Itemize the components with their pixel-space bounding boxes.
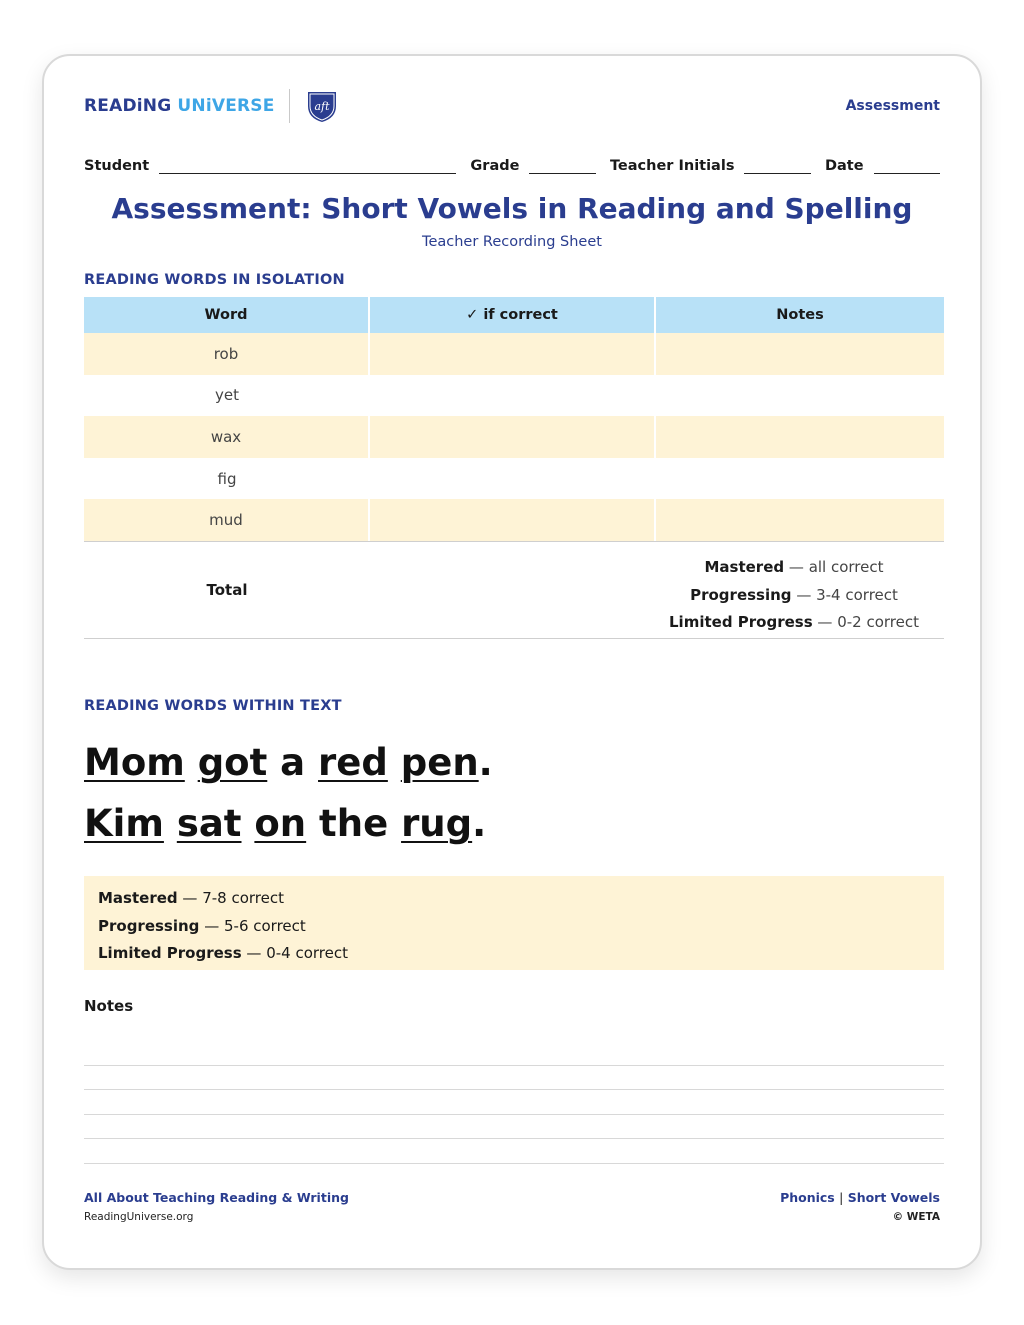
criteria-line bbox=[98, 940, 930, 968]
footer-copyright: © WETA bbox=[892, 1211, 940, 1223]
correct-check-cell[interactable] bbox=[370, 416, 656, 458]
student-info-fields bbox=[84, 152, 940, 174]
aft-shield-icon bbox=[304, 88, 340, 124]
target-word: sat bbox=[176, 802, 242, 845]
date-field[interactable] bbox=[874, 160, 940, 174]
criteria-level: Mastered bbox=[704, 558, 785, 576]
criteria-dash: — bbox=[204, 916, 220, 935]
section-reading-isolation-heading: READING WORDS IN ISOLATION bbox=[84, 272, 345, 288]
reading-universe-logo[interactable] bbox=[84, 88, 340, 124]
notes-cell[interactable] bbox=[656, 416, 944, 458]
table-row bbox=[84, 333, 944, 375]
table-row bbox=[84, 375, 944, 417]
date-label: Date bbox=[824, 158, 864, 174]
section-reading-text-heading: READING WORDS WITHIN TEXT bbox=[84, 698, 342, 714]
column-header-word: Word bbox=[84, 297, 370, 333]
note-line bbox=[84, 1139, 944, 1164]
footer-site-url[interactable]: ReadingUniverse.org bbox=[84, 1211, 194, 1223]
note-line bbox=[84, 1066, 944, 1091]
criteria-level: Limited Progress bbox=[669, 613, 813, 631]
page-header bbox=[84, 86, 940, 126]
footer-breadcrumb bbox=[780, 1190, 940, 1205]
total-label: Total bbox=[206, 581, 248, 599]
target-word: on bbox=[254, 802, 307, 845]
footer-series-link[interactable]: All About Teaching Reading & Writing bbox=[84, 1190, 349, 1205]
criteria-level: Progressing bbox=[98, 916, 200, 935]
criteria-range: all correct bbox=[808, 558, 884, 576]
criteria-range: 0-2 correct bbox=[837, 613, 919, 631]
note-line bbox=[84, 1115, 944, 1140]
criteria-range: 7-8 correct bbox=[202, 889, 284, 907]
criteria-level: Mastered bbox=[98, 889, 178, 907]
plain-word: a bbox=[280, 741, 306, 784]
criteria-line bbox=[664, 582, 924, 610]
criteria-line bbox=[98, 913, 930, 941]
logo-universe-text: UNiVERSE bbox=[177, 96, 275, 116]
isolation-criteria bbox=[664, 554, 924, 637]
criteria-range: 3-4 correct bbox=[816, 585, 898, 604]
table-row bbox=[84, 458, 944, 500]
correct-check-cell[interactable] bbox=[370, 333, 656, 375]
notes-heading: Notes bbox=[84, 997, 134, 1015]
column-header-correct: ✓ if correct bbox=[370, 297, 656, 333]
grade-label: Grade bbox=[470, 158, 520, 174]
reading-sentences bbox=[84, 732, 493, 854]
criteria-line bbox=[664, 554, 924, 582]
criteria-dash: — bbox=[788, 558, 804, 576]
target-word: Kim bbox=[84, 802, 164, 845]
category-label: Assessment bbox=[845, 98, 940, 114]
page-title: Assessment: Short Vowels in Reading and Spelling bbox=[111, 192, 913, 225]
criteria-dash: — bbox=[246, 944, 262, 962]
footer-short-vowels-link[interactable]: Short Vowels bbox=[847, 1190, 940, 1205]
criteria-level: Progressing bbox=[690, 585, 792, 604]
student-label: Student bbox=[84, 158, 150, 174]
teacher-initials-field[interactable] bbox=[744, 160, 810, 174]
criteria-range: 0-4 correct bbox=[266, 944, 348, 962]
correct-check-cell[interactable] bbox=[370, 375, 656, 417]
column-header-notes: Notes bbox=[656, 297, 944, 333]
sentence-period: . bbox=[472, 802, 487, 845]
notes-writing-area[interactable] bbox=[84, 1041, 944, 1164]
word-cell: wax bbox=[84, 416, 370, 458]
note-line bbox=[84, 1090, 944, 1115]
criteria-dash: — bbox=[182, 889, 198, 907]
isolation-words-table bbox=[84, 297, 944, 541]
plain-word: the bbox=[319, 802, 389, 845]
criteria-line bbox=[664, 609, 924, 637]
word-cell: yet bbox=[215, 386, 239, 405]
total-row bbox=[84, 541, 944, 639]
footer-separator: | bbox=[839, 1190, 844, 1205]
correct-check-cell[interactable] bbox=[370, 458, 656, 500]
criteria-line bbox=[98, 885, 930, 913]
student-field[interactable] bbox=[159, 160, 456, 174]
correct-check-cell[interactable] bbox=[370, 499, 656, 541]
criteria-dash: — bbox=[796, 585, 812, 604]
criteria-dash: — bbox=[817, 613, 833, 631]
target-word: pen bbox=[400, 741, 479, 784]
worksheet-card bbox=[42, 54, 982, 1270]
aft-badge-text: aft bbox=[314, 100, 330, 113]
notes-cell[interactable] bbox=[656, 458, 944, 500]
target-word: got bbox=[197, 741, 268, 784]
target-word: Mom bbox=[84, 741, 185, 784]
sentence-2 bbox=[84, 793, 493, 854]
target-word: red bbox=[318, 741, 388, 784]
criteria-range: 5-6 correct bbox=[223, 916, 306, 935]
target-word: rug bbox=[401, 802, 473, 845]
footer-left bbox=[84, 1190, 349, 1223]
footer-right bbox=[780, 1190, 940, 1223]
logo-reading-text: READiNG bbox=[84, 96, 172, 116]
logo-divider bbox=[289, 89, 290, 123]
note-line bbox=[84, 1041, 944, 1066]
text-reading-criteria bbox=[84, 876, 944, 970]
sentence-1 bbox=[84, 732, 493, 793]
criteria-level: Limited Progress bbox=[98, 944, 242, 962]
word-cell: mud bbox=[84, 499, 370, 541]
sentence-period: . bbox=[478, 741, 493, 784]
footer-phonics-link[interactable]: Phonics bbox=[780, 1190, 835, 1205]
page-subtitle: Teacher Recording Sheet bbox=[422, 234, 602, 250]
teacher-initials-label: Teacher Initials bbox=[609, 158, 735, 174]
grade-field[interactable] bbox=[529, 160, 595, 174]
notes-cell[interactable] bbox=[656, 333, 944, 375]
word-cell: fig bbox=[217, 469, 237, 488]
table-header-row bbox=[84, 297, 944, 333]
table-row bbox=[84, 416, 944, 458]
notes-cell[interactable] bbox=[656, 499, 944, 541]
notes-cell[interactable] bbox=[656, 375, 944, 417]
word-cell: rob bbox=[84, 333, 370, 375]
table-row bbox=[84, 499, 944, 541]
